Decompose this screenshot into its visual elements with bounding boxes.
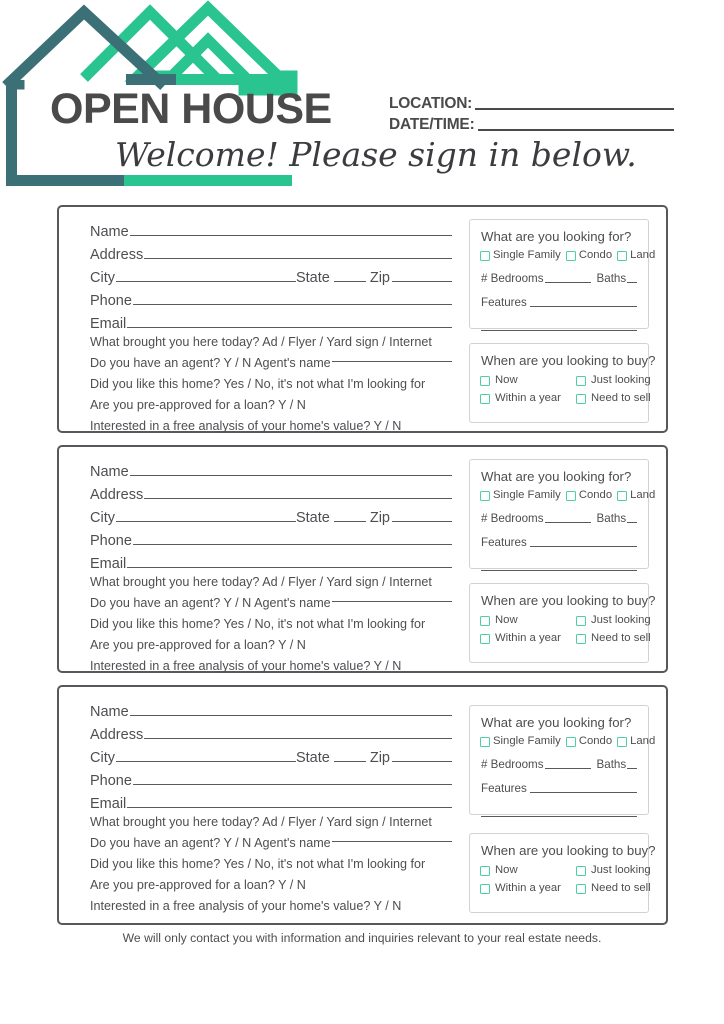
buy-option-now[interactable] [480,865,576,876]
bedrooms-baths-row [481,508,637,525]
bedrooms-label: # Bedrooms [481,271,544,285]
city-write-line[interactable] [116,761,296,762]
zip-write-line[interactable] [392,281,452,282]
email-field-row [90,308,452,331]
phone-write-line[interactable] [133,544,452,545]
state-write-line[interactable] [334,761,366,762]
email-label: Email [90,795,127,812]
phone-write-line[interactable] [133,304,452,305]
question-agent-text: Do you have an agent? Y / N Agent's name [90,355,331,370]
phone-label: Phone [90,532,132,549]
email-label: Email [90,555,127,572]
buy-option-need-to-sell[interactable] [576,633,651,644]
buy-timing-panel [469,833,656,913]
buy-timing-panel [469,583,656,663]
location-field-row [389,92,674,113]
state-write-line[interactable] [334,281,366,282]
address-label: Address [90,486,144,503]
features-write-line-2[interactable] [481,570,637,571]
label-now: Now [495,374,518,386]
datetime-label: DATE/TIME: [389,116,475,133]
features-write-line[interactable] [530,546,637,547]
address-field-row [90,239,452,262]
question-agent-text: Do you have an agent? Y / N Agent's name [90,835,331,850]
buy-timing-panel [469,343,656,423]
privacy-footer-note: We will only contact you with information and inquiries relevant to your real estate needs. [122,931,602,945]
looking-for-title: What are you looking for? [481,469,632,484]
city-state-zip-row [90,502,452,525]
features-row-extra [481,556,637,573]
features-write-line-2[interactable] [481,330,637,331]
buy-option-within-a-year[interactable] [480,393,576,404]
question-like-home-text: Did you like this home? Yes / No, it's not what I'm looking for [90,616,426,631]
checkbox-just-looking[interactable] [576,866,586,876]
checkbox-single-family[interactable] [480,491,490,501]
label-within-a-year: Within a year [495,392,561,405]
address-field-row [90,479,452,502]
agent-name-write-line[interactable] [332,841,452,842]
question-pre-approved[interactable] [90,394,452,415]
looking-for-options [480,735,656,747]
page-title: OPEN HOUSE [50,85,332,133]
checkbox-land[interactable] [617,491,627,501]
label-just-looking: Just looking [591,374,651,386]
label-land: Land [630,249,656,261]
buy-option-just-looking[interactable] [576,865,651,876]
phone-label: Phone [90,292,132,309]
checkbox-now[interactable] [480,866,490,876]
question-free-analysis-text: Interested in a free analysis of your home's value? Y / N [90,658,402,673]
label-now: Now [495,614,518,626]
features-row [481,778,637,795]
zip-label: Zip [369,509,390,526]
bedrooms-write-line[interactable] [545,282,591,283]
label-land: Land [630,735,656,747]
checkbox-single-family[interactable] [480,251,490,261]
checkbox-condo[interactable] [566,491,576,501]
contact-fields-column [90,456,452,676]
signin-block [57,685,668,925]
checkbox-single-family[interactable] [480,737,490,747]
email-write-line[interactable] [127,327,452,328]
email-write-line[interactable] [127,567,452,568]
question-brought-you[interactable] [90,811,452,832]
features-row [481,532,637,549]
checkbox-within-a-year[interactable] [480,884,490,894]
agent-name-write-line[interactable] [332,601,452,602]
label-need-to-sell: Need to sell [591,392,651,405]
question-pre-approved[interactable] [90,874,452,895]
baths-label: Baths [596,757,627,771]
question-brought-you[interactable] [90,571,452,592]
buy-timing-options [480,864,651,895]
label-just-looking: Just looking [591,864,651,876]
signin-block [57,205,668,433]
baths-label: Baths [596,271,627,285]
header-fields [389,92,674,134]
label-land: Land [630,489,656,501]
bedrooms-label: # Bedrooms [481,757,544,771]
question-pre-approved[interactable] [90,634,452,655]
question-free-analysis[interactable] [90,655,452,676]
baths-write-line[interactable] [627,282,637,283]
bedrooms-baths-row [481,754,637,771]
question-brought-you-text: What brought you here today? Ad / Flyer / Yard sign / Internet [90,334,432,349]
features-label: Features [481,295,527,309]
location-write-line[interactable] [475,108,674,110]
buy-option-within-a-year[interactable] [480,883,576,894]
question-brought-you-text: What brought you here today? Ad / Flyer / Yard sign / Internet [90,574,432,589]
address-write-line[interactable] [144,498,452,499]
checkbox-need-to-sell[interactable] [576,634,586,644]
agent-name-write-line[interactable] [332,361,452,362]
name-label: Name [90,703,129,720]
features-write-line[interactable] [530,792,637,793]
question-pre-approved-text: Are you pre-approved for a loan? Y / N [90,877,306,892]
looking-for-title: What are you looking for? [481,229,632,244]
looking-for-title: What are you looking for? [481,715,632,730]
question-like-home[interactable] [90,613,452,634]
zip-write-line[interactable] [392,761,452,762]
phone-write-line[interactable] [133,784,452,785]
zip-label: Zip [369,269,390,286]
checkbox-within-a-year[interactable] [480,634,490,644]
checkbox-land[interactable] [617,737,627,747]
buy-timing-options [480,614,651,645]
question-like-home-text: Did you like this home? Yes / No, it's not what I'm looking for [90,856,426,871]
city-state-zip-row [90,742,452,765]
city-label: City [90,269,115,286]
name-field-row [90,456,452,479]
checkbox-need-to-sell[interactable] [576,884,586,894]
checkbox-just-looking[interactable] [576,616,586,626]
city-write-line[interactable] [116,521,296,522]
looking-for-options [480,489,656,501]
name-field-row [90,696,452,719]
checkbox-now[interactable] [480,616,490,626]
features-row [481,292,637,309]
label-condo: Condo [578,249,613,261]
location-label: LOCATION: [389,95,473,112]
question-like-home-text: Did you like this home? Yes / No, it's not what I'm looking for [90,376,426,391]
buy-option-need-to-sell[interactable] [576,393,651,404]
zip-write-line[interactable] [392,521,452,522]
features-write-line[interactable] [530,306,637,307]
question-agent[interactable] [90,592,452,613]
buy-option-now[interactable] [480,615,576,626]
welcome-script-line: Welcome! Please sign in below. [115,135,637,174]
name-label: Name [90,463,129,480]
features-row-extra [481,802,637,819]
label-single-family: Single Family [493,489,561,501]
phone-field-row [90,765,452,788]
bedrooms-write-line[interactable] [545,768,591,769]
features-write-line-2[interactable] [481,816,637,817]
question-pre-approved-text: Are you pre-approved for a loan? Y / N [90,397,306,412]
baths-label: Baths [596,511,627,525]
checkbox-condo[interactable] [566,737,576,747]
datetime-field-row [389,113,674,134]
buy-timing-title: When are you looking to buy? [481,843,656,858]
question-free-analysis[interactable] [90,415,452,436]
zip-label: Zip [369,749,390,766]
question-free-analysis-text: Interested in a free analysis of your home's value? Y / N [90,418,402,433]
page-header [0,0,724,200]
phone-field-row [90,525,452,548]
looking-for-panel [469,219,656,329]
checkbox-land[interactable] [617,251,627,261]
label-now: Now [495,864,518,876]
bedrooms-baths-row [481,268,637,285]
state-label: State [295,269,330,286]
label-within-a-year: Within a year [495,882,561,895]
city-label: City [90,749,115,766]
buy-timing-title: When are you looking to buy? [481,353,656,368]
address-label: Address [90,246,144,263]
question-free-analysis-text: Interested in a free analysis of your home's value? Y / N [90,898,402,913]
state-label: State [295,749,330,766]
features-label: Features [481,535,527,549]
label-condo: Condo [578,735,613,747]
label-within-a-year: Within a year [495,632,561,645]
address-write-line[interactable] [144,258,452,259]
label-single-family: Single Family [493,249,561,261]
bedrooms-label: # Bedrooms [481,511,544,525]
checkbox-now[interactable] [480,376,490,386]
city-write-line[interactable] [116,281,296,282]
baths-write-line[interactable] [627,522,637,523]
buy-option-within-a-year[interactable] [480,633,576,644]
buy-option-just-looking[interactable] [576,615,651,626]
label-condo: Condo [578,489,613,501]
name-label: Name [90,223,129,240]
question-pre-approved-text: Are you pre-approved for a loan? Y / N [90,637,306,652]
email-write-line[interactable] [127,807,452,808]
question-brought-you[interactable] [90,331,452,352]
signin-block [57,445,668,673]
checkbox-need-to-sell[interactable] [576,394,586,404]
email-field-row [90,788,452,811]
looking-for-panel [469,705,656,815]
city-label: City [90,509,115,526]
city-state-zip-row [90,262,452,285]
question-brought-you-text: What brought you here today? Ad / Flyer / Yard sign / Internet [90,814,432,829]
state-write-line[interactable] [334,521,366,522]
buy-option-just-looking[interactable] [576,375,651,386]
address-field-row [90,719,452,742]
email-field-row [90,548,452,571]
name-write-line[interactable] [130,235,452,236]
looking-for-panel [469,459,656,569]
checkbox-condo[interactable] [566,251,576,261]
looking-for-options [480,249,656,261]
phone-label: Phone [90,772,132,789]
features-row-extra [481,316,637,333]
name-field-row [90,216,452,239]
buy-timing-title: When are you looking to buy? [481,593,656,608]
buy-timing-options [480,374,651,405]
question-like-home[interactable] [90,853,452,874]
contact-fields-column [90,696,452,916]
buy-option-need-to-sell[interactable] [576,883,651,894]
state-label: State [295,509,330,526]
phone-field-row [90,285,452,308]
bedrooms-write-line[interactable] [545,522,591,523]
question-like-home[interactable] [90,373,452,394]
email-label: Email [90,315,127,332]
baths-write-line[interactable] [627,768,637,769]
label-just-looking: Just looking [591,614,651,626]
label-need-to-sell: Need to sell [591,632,651,645]
buy-option-now[interactable] [480,375,576,386]
label-need-to-sell: Need to sell [591,882,651,895]
datetime-write-line[interactable] [478,129,674,131]
question-free-analysis[interactable] [90,895,452,916]
checkbox-just-looking[interactable] [576,376,586,386]
address-write-line[interactable] [144,738,452,739]
name-write-line[interactable] [130,715,452,716]
label-single-family: Single Family [493,735,561,747]
question-agent-text: Do you have an agent? Y / N Agent's name [90,595,331,610]
checkbox-within-a-year[interactable] [480,394,490,404]
name-write-line[interactable] [130,475,452,476]
contact-fields-column [90,216,452,436]
question-agent[interactable] [90,832,452,853]
question-agent[interactable] [90,352,452,373]
features-label: Features [481,781,527,795]
address-label: Address [90,726,144,743]
